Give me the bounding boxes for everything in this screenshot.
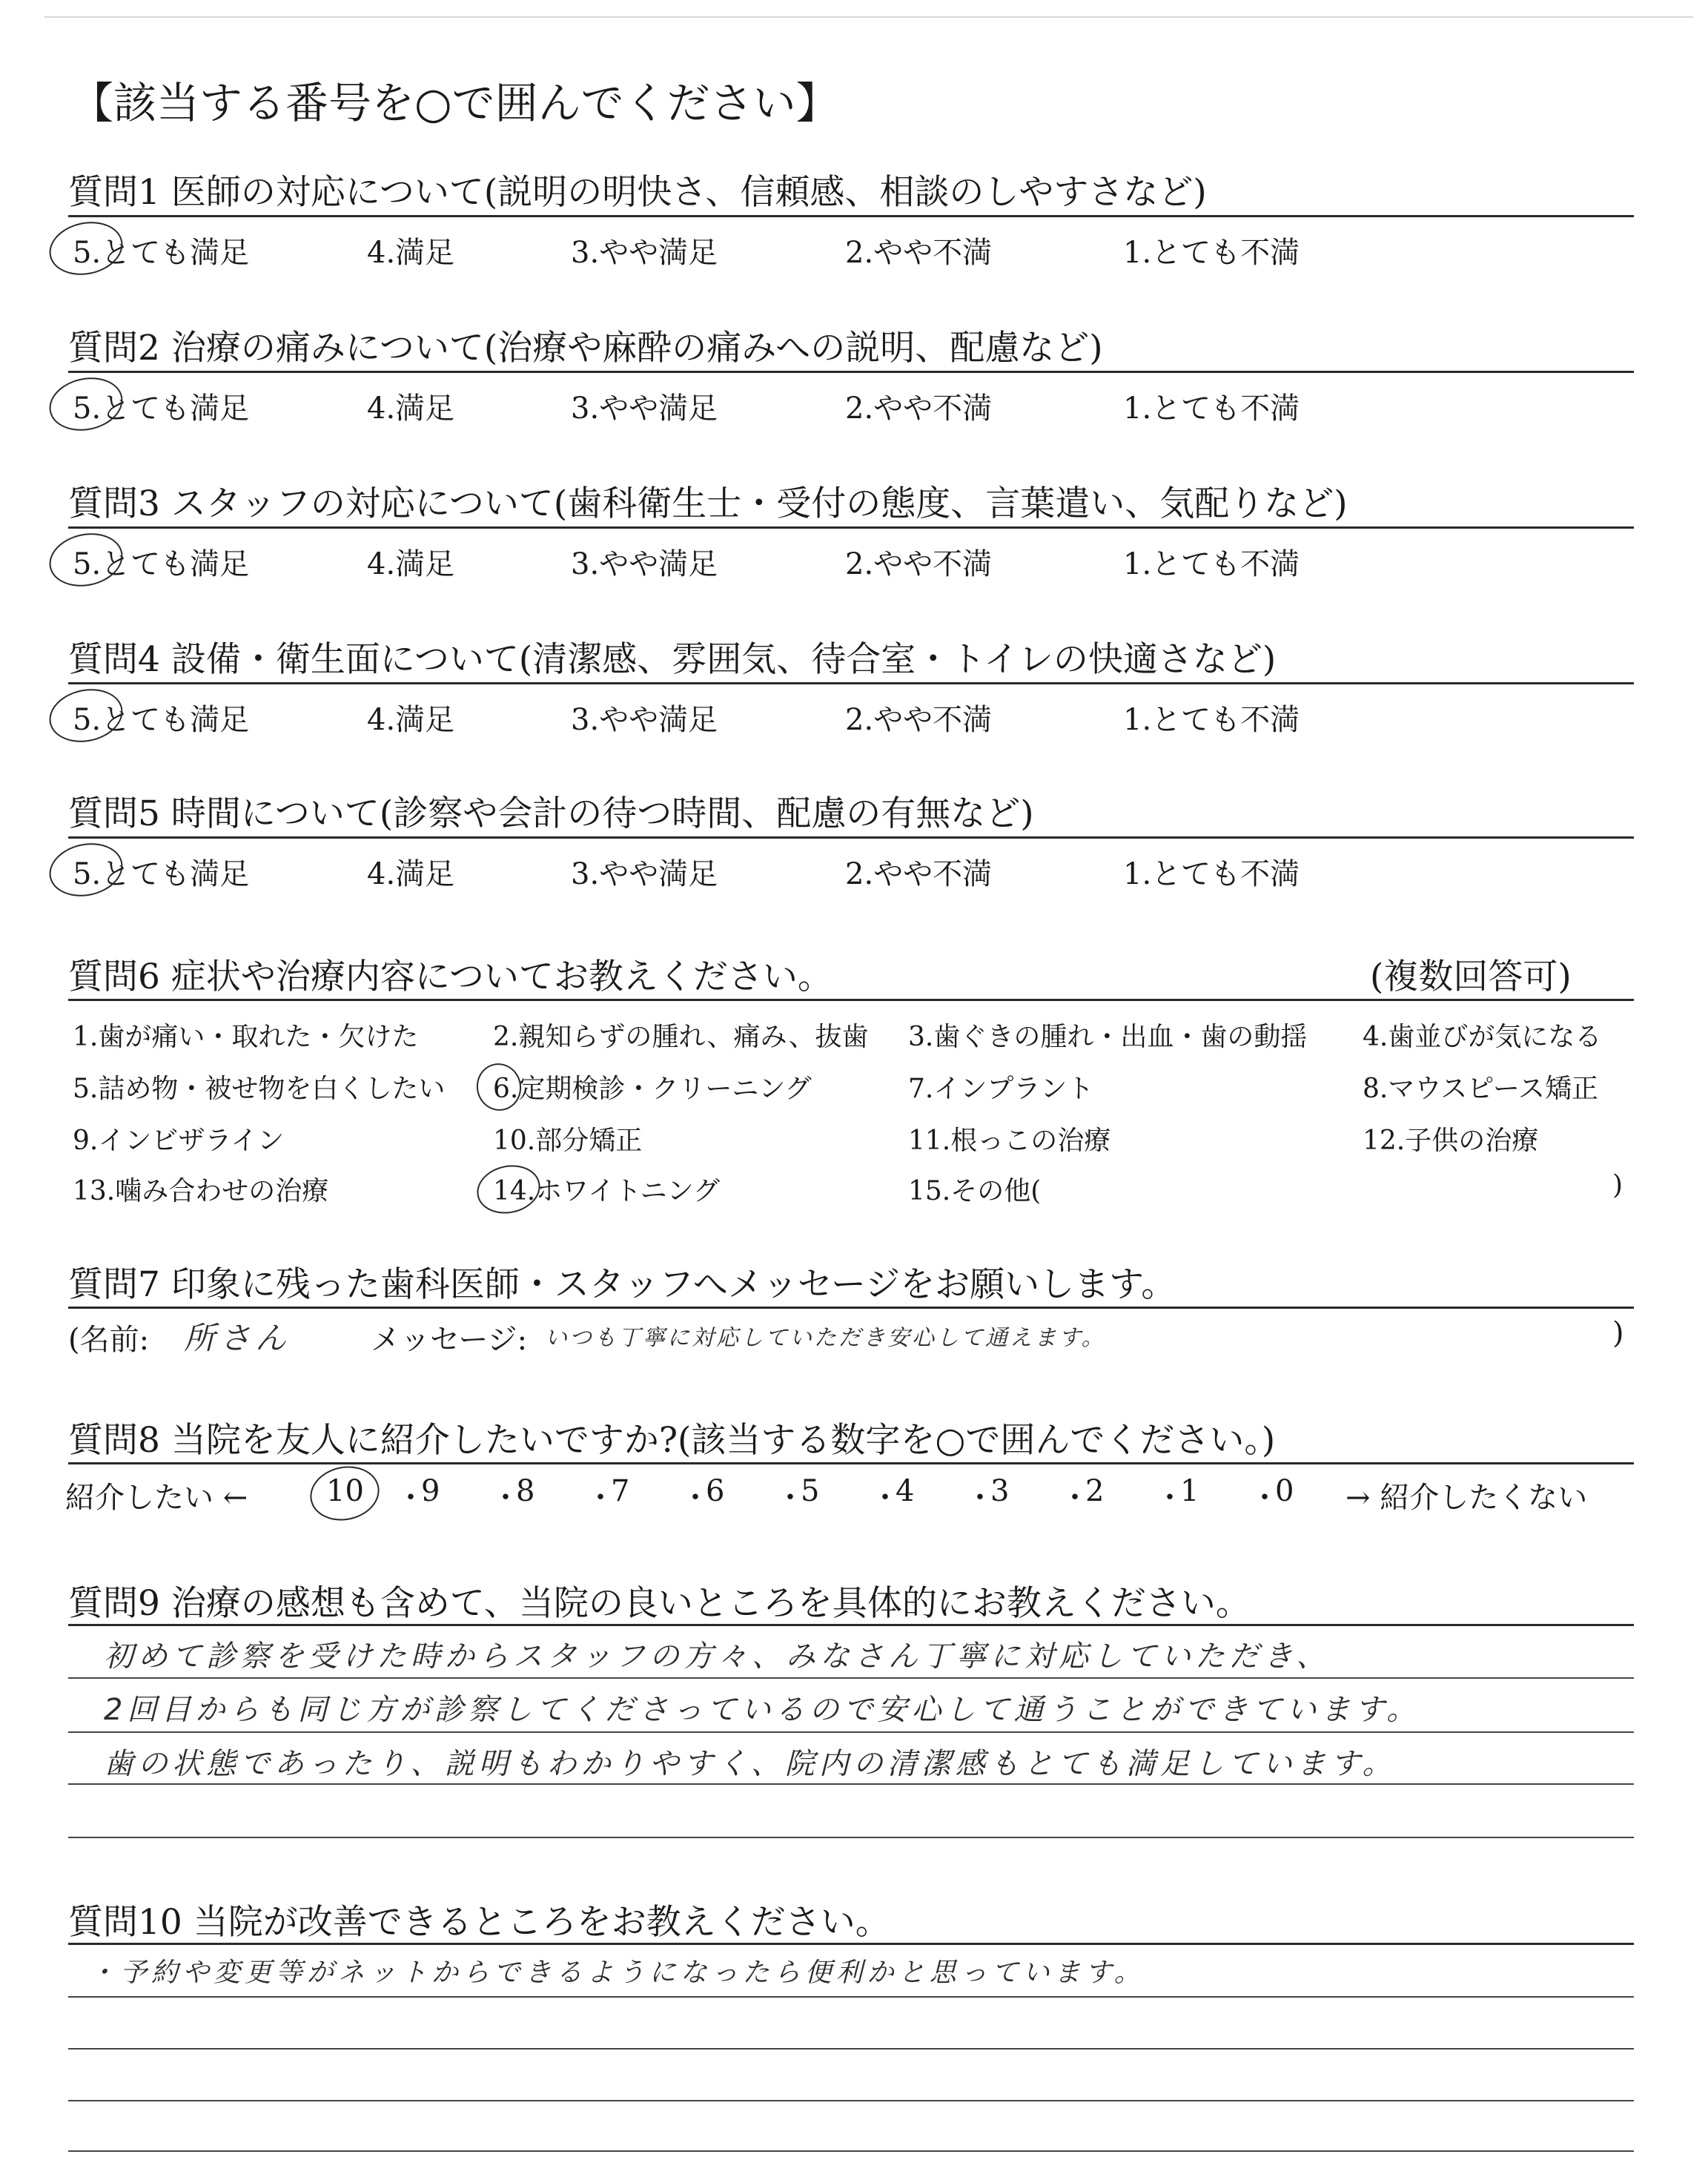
- q3-option-3: 3.やや満足: [571, 547, 718, 581]
- q10-rule-3: [68, 2100, 1634, 2101]
- q3-option-4: 4.満足: [367, 547, 455, 581]
- q3-option-1: 1.とても不満: [1123, 547, 1300, 581]
- q9-answer-line-1: 初めて診察を受けた時からスタッフの方々、みなさん丁寧に対応していただき、: [104, 1639, 1331, 1674]
- q8-separator: ・: [1060, 1481, 1090, 1515]
- q5-option-1: 1.とても不満: [1123, 857, 1300, 891]
- q1-option-3: 3.やや満足: [571, 236, 718, 270]
- q1-option-1: 1.とても不満: [1123, 236, 1300, 270]
- q8-number-7: 7: [611, 1474, 630, 1508]
- q6-item-14: 14.ホワイトニング: [493, 1176, 721, 1206]
- q2-option-2: 2.やや不満: [845, 392, 993, 426]
- q9-rule-0: [68, 1624, 1634, 1626]
- q4-option-2: 2.やや不満: [845, 703, 993, 737]
- q7-message-label: メッセージ:: [371, 1323, 528, 1357]
- question-1-title: 質問1 医師の対応について(説明の明快さ、信頼感、相談のしやすさなど): [68, 172, 1207, 213]
- q8-number-3: 3: [990, 1474, 1010, 1508]
- q7-rule: [68, 1307, 1634, 1309]
- q6-item-9: 9.インビザライン: [73, 1126, 285, 1156]
- q4-option-1: 1.とても不満: [1123, 703, 1300, 737]
- q8-separator: ・: [681, 1481, 710, 1515]
- q6-item-6: 6.定期検診・クリーニング: [493, 1074, 812, 1104]
- q5-option-3: 3.やや満足: [571, 857, 718, 891]
- q2-option-3: 3.やや満足: [571, 392, 718, 426]
- q2-option-1: 1.とても不満: [1123, 392, 1300, 426]
- q6-item-1: 1.歯が痛い・取れた・欠けた: [73, 1022, 419, 1052]
- question-4-rule: [68, 682, 1634, 684]
- q8-number-4: 4: [896, 1474, 915, 1508]
- q8-separator: ・: [870, 1481, 900, 1515]
- q9-answer-line-2: 2回目からも同じ方が診察してくださっているので安心して通うことができています。: [104, 1693, 1421, 1727]
- q8-separator: ・: [775, 1481, 805, 1515]
- q2-option-5: 5.とても満足: [73, 392, 250, 426]
- q8-number-0: 0: [1275, 1474, 1294, 1508]
- q8-number-5: 5: [801, 1474, 820, 1508]
- top-border: [44, 16, 1693, 18]
- q8-number-6: 6: [706, 1474, 725, 1508]
- q7-name-value: 所さん: [184, 1320, 291, 1356]
- q2-option-4: 4.満足: [367, 392, 455, 426]
- q8-separator: ・: [965, 1481, 995, 1515]
- q3-option-2: 2.やや不満: [845, 547, 993, 581]
- q8-title: 質問8 当院を友人に紹介したいですか?(該当する数字を○で囲んでください。): [68, 1420, 1276, 1461]
- q6-item-8: 8.マウスピース矯正: [1363, 1074, 1599, 1104]
- question-3-rule: [68, 526, 1634, 529]
- q8-rule: [68, 1462, 1634, 1464]
- q7-title: 質問7 印象に残った歯科医師・スタッフへメッセージをお願いします。: [68, 1264, 1176, 1305]
- q6-item-4: 4.歯並びが気になる: [1363, 1022, 1602, 1052]
- question-5-title: 質問5 時間について(診察や会計の待つ時間、配慮の有無など): [68, 793, 1034, 834]
- q10-rule-1: [68, 1996, 1634, 1998]
- q6-item-11: 11.根っこの治療: [908, 1126, 1111, 1156]
- q6-item-10: 10.部分矯正: [493, 1126, 643, 1156]
- q10-rule-2: [68, 2048, 1634, 2050]
- q10-rule-4: [68, 2150, 1634, 2152]
- question-1-rule: [68, 215, 1634, 217]
- q8-separator: ・: [586, 1481, 615, 1515]
- q9-rule-3: [68, 1783, 1634, 1785]
- q7-message-value: いつも丁寧に対応していただき安心して通えます。: [545, 1325, 1106, 1351]
- q1-option-2: 2.やや不満: [845, 236, 993, 270]
- q4-option-5: 5.とても満足: [73, 703, 250, 737]
- q6-item-15: 15.その他(: [908, 1176, 1042, 1206]
- q6-note: (複数回答可): [1370, 957, 1572, 997]
- question-3-title: 質問3 スタッフの対応について(歯科衛生士・受付の態度、言葉遣い、気配りなど): [68, 483, 1348, 524]
- question-2-title: 質問2 治療の痛みについて(治療や麻酔の痛みへの説明、配慮など): [68, 328, 1103, 369]
- q6-item-13: 13.噛み合わせの治療: [73, 1176, 329, 1206]
- q8-number-1: 1: [1180, 1474, 1199, 1508]
- q10-answer-line-1: ・予約や変更等がネットからできるようになったら便利かと思っています。: [89, 1958, 1145, 1988]
- q6-item-12: 12.子供の治療: [1363, 1126, 1539, 1156]
- q8-right-label: → 紹介したくない: [1345, 1481, 1588, 1515]
- q9-rule-4: [68, 1837, 1634, 1838]
- q1-option-5: 5.とても満足: [73, 236, 250, 270]
- form-header: 【該当する番号を○で囲んでください】: [70, 78, 839, 128]
- question-4-title: 質問4 設備・衛生面について(清潔感、雰囲気、待合室・トイレの快適さなど): [68, 639, 1277, 680]
- q8-left-label: 紹介したい ←: [65, 1481, 248, 1515]
- q8-separator: ・: [1155, 1481, 1185, 1515]
- q6-item-2: 2.親知らずの腫れ、痛み、抜歯: [493, 1022, 869, 1052]
- q6-title: 質問6 症状や治療内容についてお教えください。: [68, 957, 833, 997]
- q9-rule-1: [68, 1677, 1634, 1679]
- q6-item-3: 3.歯ぐきの腫れ・出血・歯の動揺: [908, 1022, 1308, 1052]
- q3-option-5: 5.とても満足: [73, 547, 250, 581]
- q5-option-5: 5.とても満足: [73, 857, 250, 891]
- q8-number-9: 9: [421, 1474, 440, 1508]
- q7-close-paren: ): [1612, 1316, 1624, 1350]
- q4-option-4: 4.満足: [367, 703, 455, 737]
- q1-option-4: 4.満足: [367, 236, 455, 270]
- q8-number-2: 2: [1085, 1474, 1105, 1508]
- q5-option-4: 4.満足: [367, 857, 455, 891]
- q10-rule-0: [68, 1943, 1634, 1945]
- q8-number-10: 10: [326, 1474, 364, 1508]
- q8-separator: ・: [491, 1481, 520, 1515]
- q7-name-label: (名前:: [68, 1323, 150, 1357]
- q6-item-16: ): [1612, 1170, 1623, 1200]
- question-5-rule: [68, 836, 1634, 839]
- q9-answer-line-3: 歯の状態であったり、説明もわかりやすく、院内の清潔感もとても満足しています。: [104, 1747, 1397, 1781]
- q9-title: 質問9 治療の感想も含めて、当院の良いところを具体的にお教えください。: [68, 1583, 1251, 1624]
- q8-separator: ・: [396, 1481, 426, 1515]
- q9-rule-2: [68, 1731, 1634, 1733]
- q6-rule: [68, 999, 1634, 1001]
- q6-item-7: 7.インプラント: [908, 1074, 1094, 1104]
- q10-title: 質問10 当院が改善できるところをお教えください。: [68, 1902, 890, 1943]
- q8-number-8: 8: [516, 1474, 535, 1508]
- q6-item-5: 5.詰め物・被せ物を白くしたい: [73, 1074, 446, 1104]
- q8-separator: ・: [1250, 1481, 1280, 1515]
- q4-option-3: 3.やや満足: [571, 703, 718, 737]
- q5-option-2: 2.やや不満: [845, 857, 993, 891]
- question-2-rule: [68, 371, 1634, 373]
